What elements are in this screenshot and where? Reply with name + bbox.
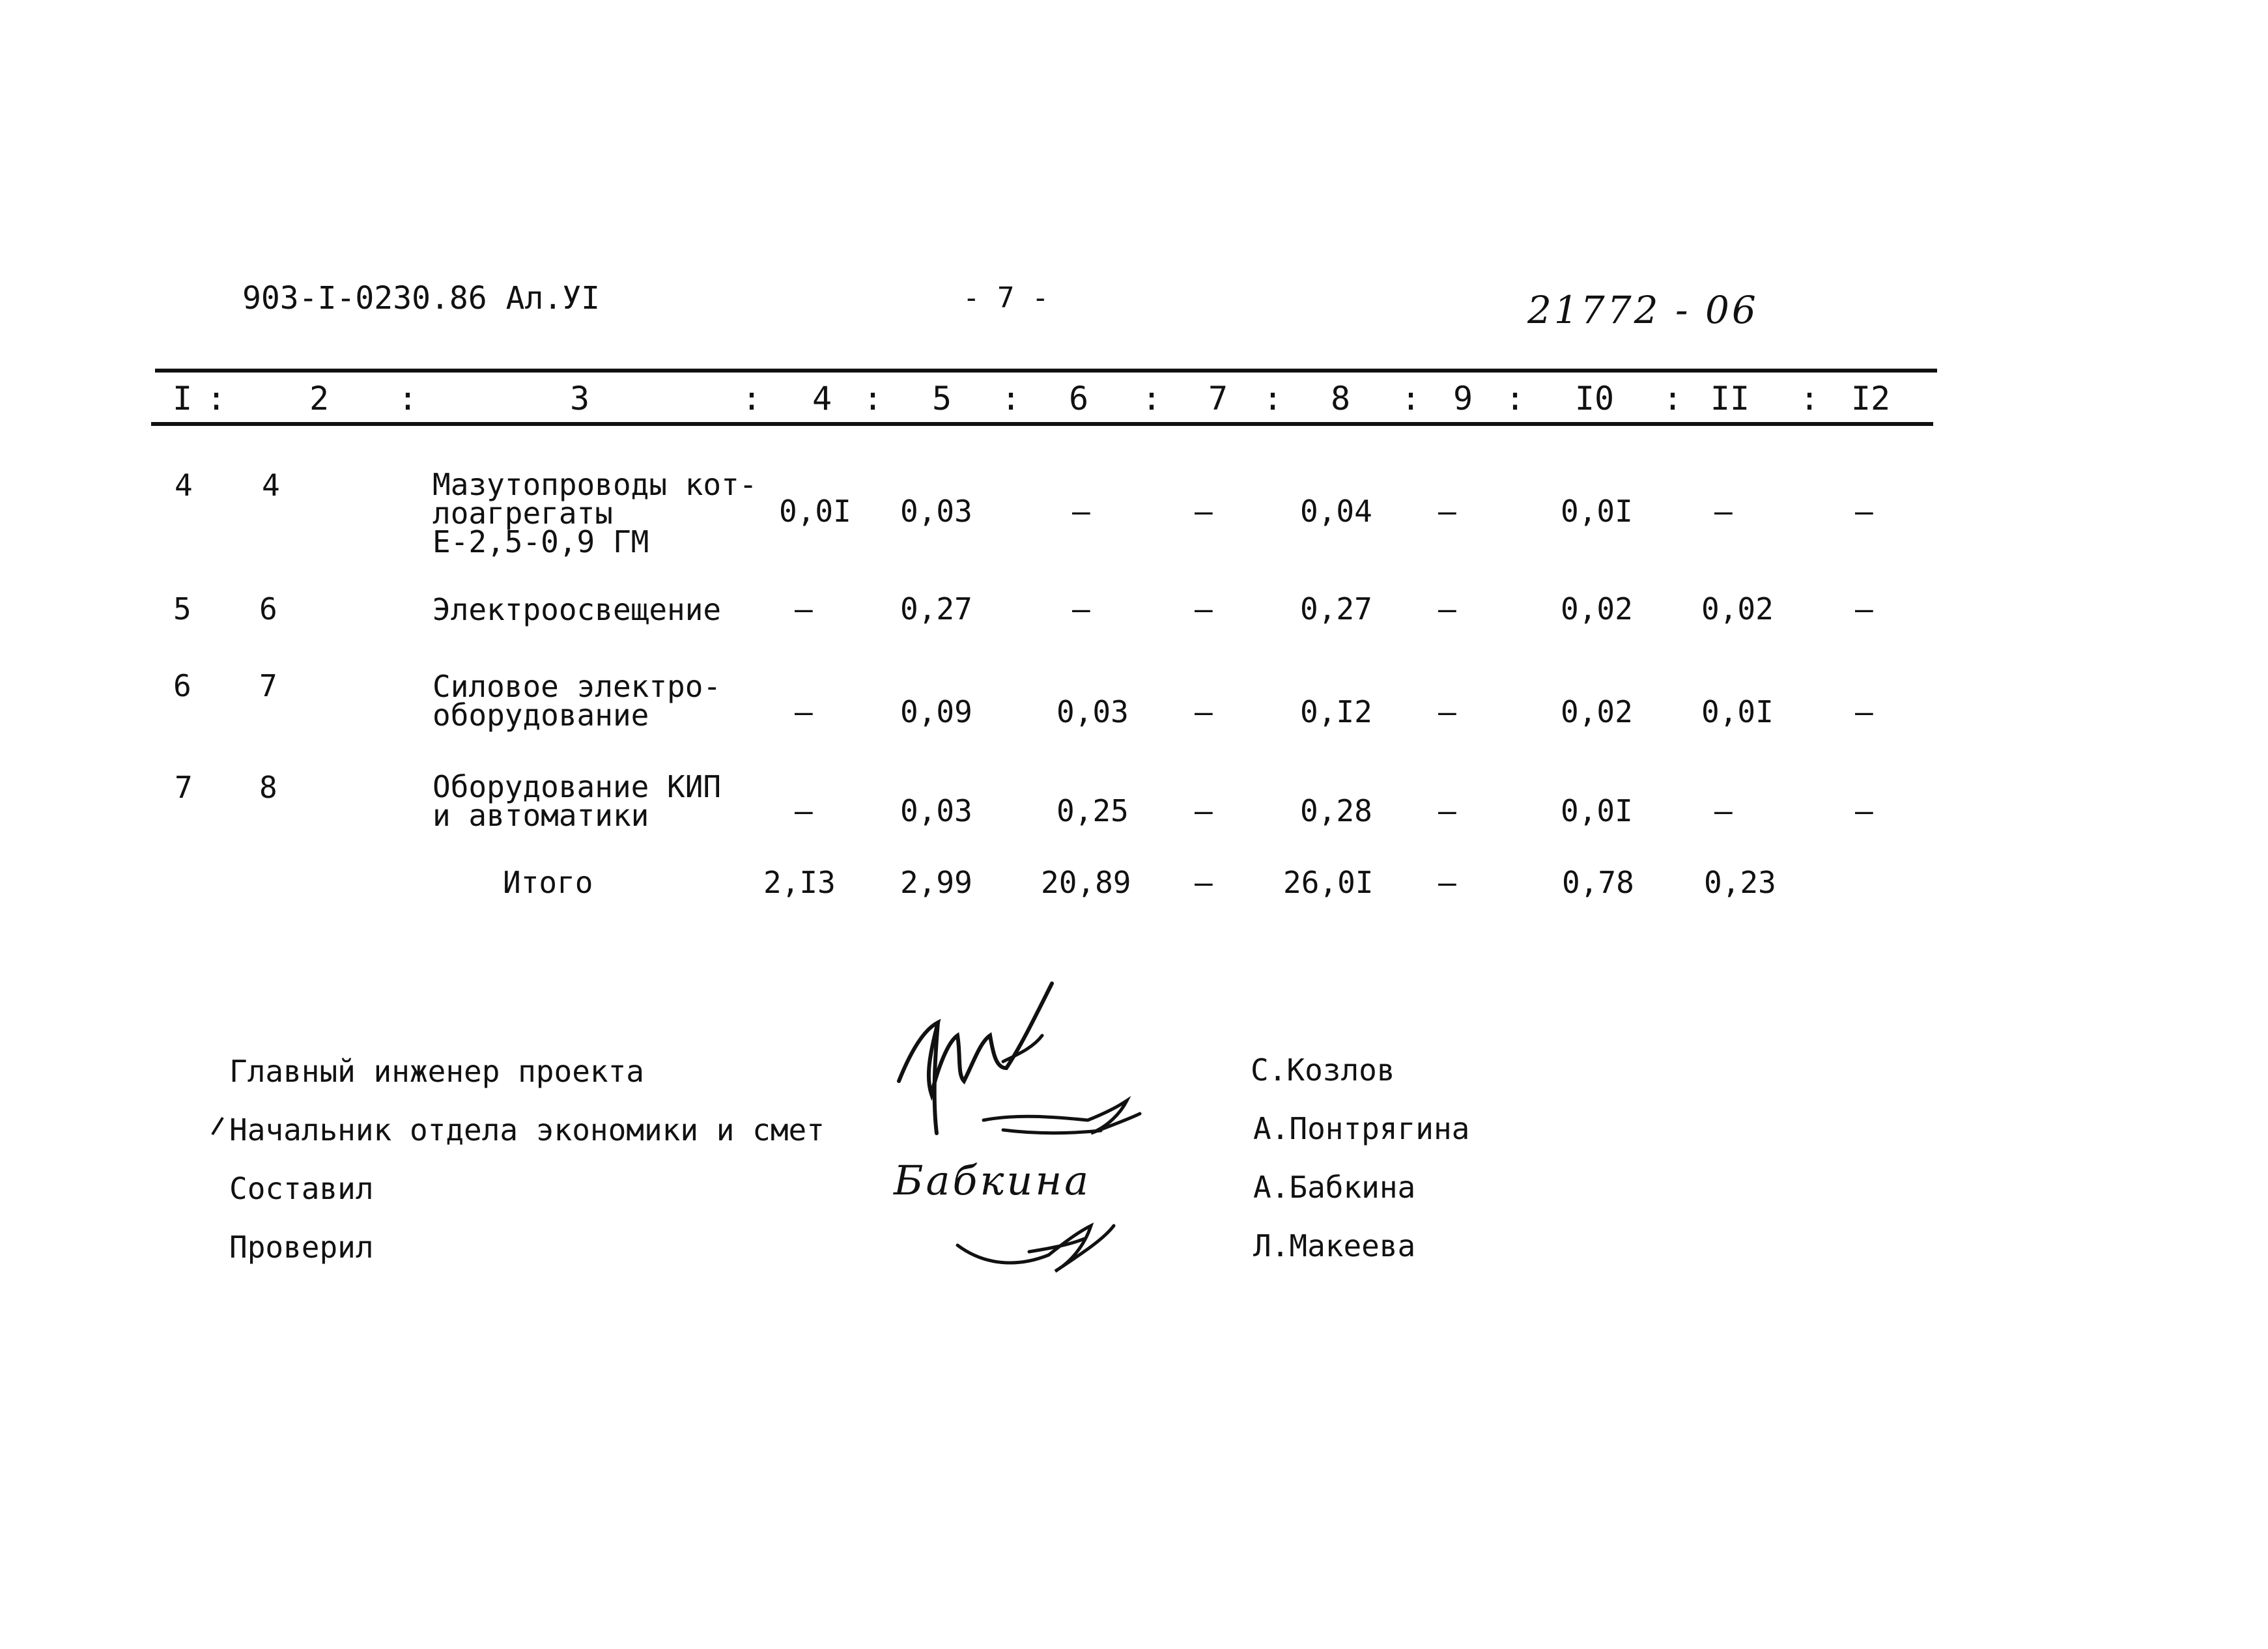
value-cell: 0,0I bbox=[1701, 694, 1774, 729]
signature-role: Начальник отдела экономики и смет bbox=[229, 1112, 825, 1148]
value-cell: 0,0I bbox=[1561, 793, 1633, 828]
row-position: 8 bbox=[259, 770, 277, 805]
row-name bbox=[432, 769, 722, 833]
column-separator: : bbox=[206, 380, 227, 417]
row-name bbox=[432, 467, 758, 559]
value-cell: 0,I2 bbox=[1300, 694, 1372, 729]
handwritten-number: 21772 - 06 bbox=[1527, 288, 1759, 332]
signature-name: А.Бабкина bbox=[1253, 1170, 1416, 1205]
column-header: I2 bbox=[1850, 380, 1891, 417]
row-position: 4 bbox=[262, 468, 280, 503]
column-header: I0 bbox=[1574, 380, 1615, 417]
value-cell: 0,25 bbox=[1056, 793, 1129, 828]
row-name-line: оборудование bbox=[432, 698, 649, 733]
row-name-line: Е-2,5-0,9 ГМ bbox=[432, 524, 649, 559]
column-separator: : bbox=[1141, 380, 1162, 417]
column-separator: : bbox=[741, 380, 762, 417]
signature-name: Л.Макеева bbox=[1253, 1228, 1416, 1263]
row-name-line: и автоматики bbox=[432, 798, 649, 833]
column-header: 6 bbox=[1068, 380, 1089, 417]
value-cell: 0,0I bbox=[779, 494, 851, 529]
value-cell: 0,02 bbox=[1561, 591, 1633, 627]
column-separator: : bbox=[862, 380, 883, 417]
value-cell: – bbox=[1438, 494, 1456, 529]
row-position: 7 bbox=[259, 668, 277, 703]
signature-role: Проверил bbox=[229, 1230, 374, 1265]
column-header: 8 bbox=[1330, 380, 1351, 417]
row-index: 5 bbox=[173, 591, 191, 627]
value-cell: 0,03 bbox=[1056, 694, 1129, 729]
total-value: 20,89 bbox=[1041, 865, 1131, 900]
column-header: I bbox=[172, 380, 193, 417]
value-cell: 0,02 bbox=[1701, 591, 1774, 627]
value-cell: – bbox=[1072, 494, 1090, 529]
value-cell: – bbox=[1714, 494, 1733, 529]
value-cell: – bbox=[1072, 591, 1090, 627]
value-cell: 0,28 bbox=[1300, 793, 1372, 828]
value-cell: – bbox=[795, 793, 813, 828]
row-index: 7 bbox=[175, 770, 193, 805]
value-cell: – bbox=[1855, 494, 1873, 529]
row-name bbox=[432, 669, 722, 733]
total-value: 0,78 bbox=[1562, 865, 1634, 900]
value-cell: – bbox=[1855, 793, 1873, 828]
total-value: 2,I3 bbox=[763, 865, 836, 900]
table-header-rule bbox=[151, 422, 1933, 426]
value-cell: – bbox=[1438, 694, 1456, 729]
signature-handwriting: Бабкина bbox=[894, 1157, 1092, 1204]
value-cell: – bbox=[1438, 793, 1456, 828]
signature-name: А.Понтрягина bbox=[1253, 1111, 1470, 1146]
value-cell: 0,09 bbox=[900, 694, 972, 729]
page-number: - 7 - bbox=[963, 281, 1049, 315]
value-cell: 0,27 bbox=[1300, 591, 1372, 627]
total-value: 26,0I bbox=[1283, 865, 1374, 900]
value-cell: 0,0I bbox=[1561, 494, 1633, 529]
signature-mark-icon bbox=[977, 1088, 1146, 1146]
total-value: – bbox=[1438, 865, 1456, 900]
value-cell: 0,04 bbox=[1300, 494, 1372, 529]
value-cell: – bbox=[1195, 494, 1213, 529]
row-position: 6 bbox=[259, 591, 277, 627]
column-header: 9 bbox=[1453, 380, 1473, 417]
total-value: – bbox=[1195, 865, 1213, 900]
signature-mark-icon bbox=[951, 1206, 1120, 1278]
row-name-line: Электроосвещение bbox=[432, 592, 722, 627]
value-cell: 0,03 bbox=[900, 793, 972, 828]
row-index: 6 bbox=[173, 668, 191, 703]
row-name-line: Силовое электро- bbox=[432, 669, 722, 704]
total-value: 0,23 bbox=[1704, 865, 1776, 900]
column-header: 3 bbox=[569, 380, 590, 417]
value-cell: 0,03 bbox=[900, 494, 972, 529]
column-header: 7 bbox=[1208, 380, 1228, 417]
column-header: 2 bbox=[309, 380, 330, 417]
column-separator: : bbox=[397, 380, 418, 417]
column-header: 4 bbox=[812, 380, 832, 417]
row-name-line: лоагрегаты bbox=[432, 496, 613, 531]
column-header: 5 bbox=[931, 380, 952, 417]
value-cell: – bbox=[1438, 591, 1456, 627]
value-cell: – bbox=[1195, 793, 1213, 828]
column-separator: : bbox=[1400, 380, 1421, 417]
signature-name: С.Козлов bbox=[1251, 1052, 1395, 1088]
value-cell: 0,02 bbox=[1561, 694, 1633, 729]
value-cell: – bbox=[795, 694, 813, 729]
tick-mark-icon bbox=[207, 1115, 227, 1138]
total-value: 2,99 bbox=[900, 865, 972, 900]
value-cell: – bbox=[795, 591, 813, 627]
value-cell: – bbox=[1855, 591, 1873, 627]
row-name bbox=[432, 592, 722, 627]
column-separator: : bbox=[1000, 380, 1021, 417]
column-separator: : bbox=[1505, 380, 1525, 417]
signature-role: Составил bbox=[229, 1171, 374, 1206]
row-name-line: Мазутопроводы кот- bbox=[432, 467, 758, 502]
column-separator: : bbox=[1662, 380, 1683, 417]
column-separator: : bbox=[1799, 380, 1820, 417]
value-cell: – bbox=[1855, 694, 1873, 729]
column-separator: : bbox=[1262, 380, 1283, 417]
row-name-line: Оборудование КИП bbox=[432, 769, 722, 804]
value-cell: – bbox=[1195, 591, 1213, 627]
value-cell: – bbox=[1714, 793, 1733, 828]
value-cell: – bbox=[1195, 694, 1213, 729]
value-cell: 0,27 bbox=[900, 591, 972, 627]
document-code: 903-I-0230.86 Ал.УI bbox=[242, 280, 601, 317]
table-top-rule bbox=[155, 369, 1937, 373]
total-label: Итого bbox=[503, 865, 593, 900]
row-index: 4 bbox=[175, 468, 193, 503]
column-header: II bbox=[1710, 380, 1750, 417]
signature-role: Главный инженер проекта bbox=[229, 1054, 644, 1089]
